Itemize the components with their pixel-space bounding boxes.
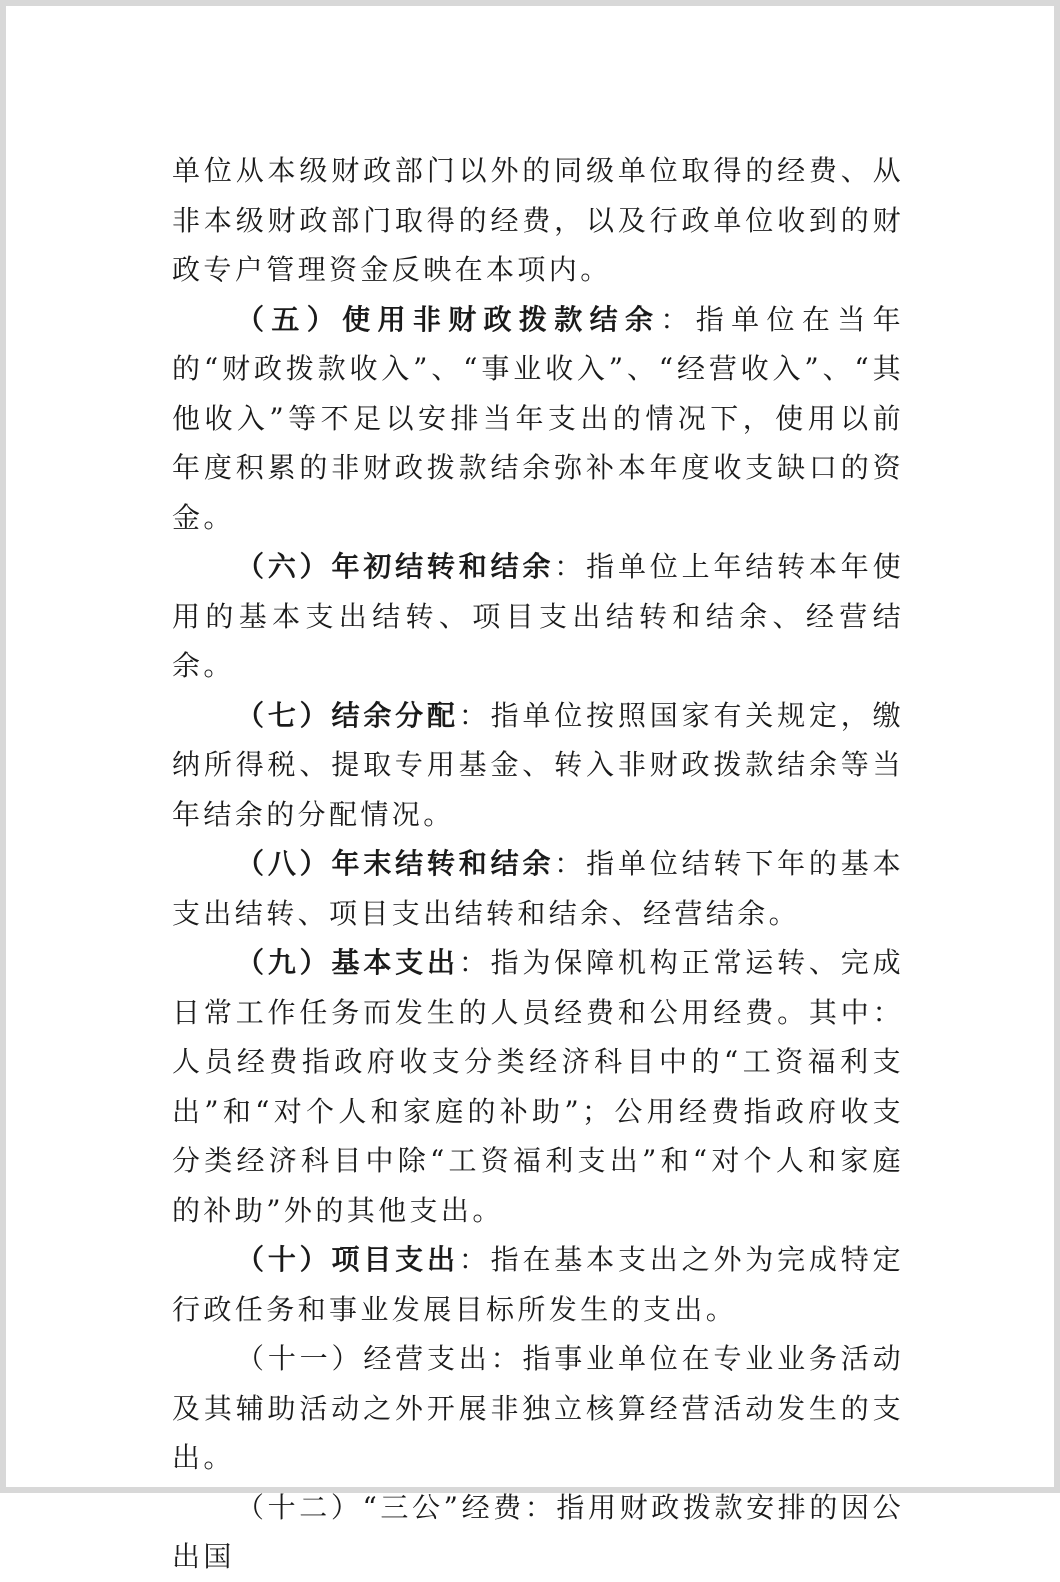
term-heading: （七）结余分配 <box>236 698 459 732</box>
paragraph-text: ：指单位上年结转本年使用的基本支出结转、项目支出结转和结余、经营结余。 <box>172 550 904 682</box>
paragraph-item-11 <box>172 1334 904 1483</box>
paragraph-text: 单位从本级财政部门以外的同级单位取得的经费、从非本级财政部门取得的经费，以及行政单位收到的财政专户管理资金反映在本项内。 <box>172 154 904 286</box>
paragraph-item-5 <box>172 295 904 543</box>
paragraph-text: ：指在基本支出之外为完成特定行政任务和事业发展目标所发生的支出。 <box>172 1243 904 1326</box>
paragraph-item-8 <box>172 839 904 938</box>
paragraph-item-6 <box>172 542 904 691</box>
term-heading: （六）年初结转和结余 <box>236 550 555 583</box>
term-heading: （五）使用非财政拨款结余 <box>236 302 661 336</box>
paragraph-item-7 <box>172 691 904 840</box>
paragraph-text: ：指单位结转下年的基本支出结转、项目支出结转和结余、经营结余。 <box>172 847 904 930</box>
paragraph-text: ：指单位在当年的“财政拨款收入”、“事业收入”、“经营收入”、“其他收入”等不足以安排当年支出的情况下，使用以前年度积累的非财政拨款结余弥补本年度收支缺口的资金。 <box>172 302 904 534</box>
paragraph-item-12 <box>172 1483 904 1582</box>
paragraph-text: ：指单位按照国家有关规定，缴纳所得税、提取专用基金、转入非财政拨款结余等当年结余的分配情况。 <box>172 698 904 831</box>
paragraph-text: （十一）经营支出：指事业单位在专业业务活动及其辅助活动之外开展非独立核算经营活动发生的支出。 <box>172 1342 904 1474</box>
term-heading: （九）基本支出 <box>236 946 459 979</box>
paragraph-text: ：指为保障机构正常运转、完成日常工作任务而发生的人员经费和公用经费。其中：人员经费指政府收支分类经济科目中的“工资福利支出”和“对个人和家庭的补助”；公用经费指政府收支分类经济科目中除“工资福利支出”和“对个人和家庭的补助”外的其他支出。 <box>172 946 904 1227</box>
paragraph-continued <box>172 146 904 295</box>
paragraph-item-9 <box>172 938 904 1235</box>
term-heading: （十）项目支出 <box>236 1243 459 1276</box>
paragraph-text: （十二）“三公”经费：指用财政拨款安排的因公出国 <box>172 1490 904 1573</box>
document-body <box>172 146 904 1582</box>
paragraph-item-10 <box>172 1235 904 1334</box>
term-heading: （八）年末结转和结余 <box>236 847 555 880</box>
